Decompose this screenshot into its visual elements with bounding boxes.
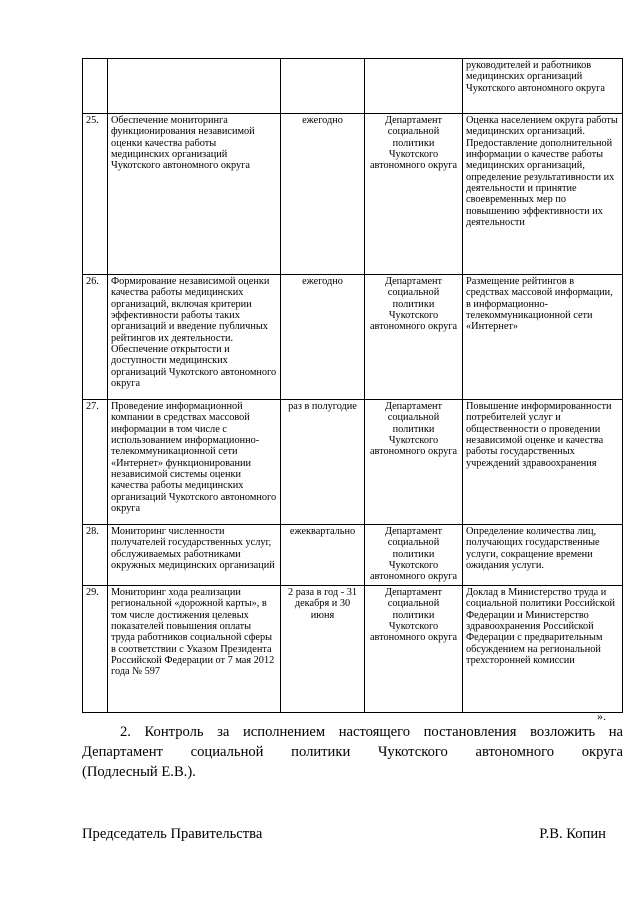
result-cell: Определение количества лиц, получающих государственные услуги, сокращение времени ожидания услуги. xyxy=(463,525,623,586)
term-cell: ежегодно xyxy=(281,114,365,275)
result-cell: Оценка населением округа работы медицинских организаций. Предоставление дополнительной информации о качестве работы медицинских организаций, определение результативности их деятельности и принятие своевременных мер по повышению эффективности их деятельности xyxy=(463,114,623,275)
action-cell: Обеспечение мониторинга функционирования независимой оценки качества работы медицинских организаций Чукотского автономного округа xyxy=(108,114,281,275)
result-cell: Размещение рейтингов в средствах массовой информации, в информационно-телекоммуникационной сети «Интернет» xyxy=(463,275,623,400)
action-cell: Мониторинг численности получателей государственных услуг, обслуживаемых работниками окружных медицинских организаций xyxy=(108,525,281,586)
row-number: 29. xyxy=(83,586,108,713)
row-number: 25. xyxy=(83,114,108,275)
row-number: 26. xyxy=(83,275,108,400)
action-plan-table xyxy=(82,58,623,713)
executor-cell: Департамент социальной политики Чукотского автономного округа xyxy=(365,525,463,586)
action-cell: Мониторинг хода реализации региональной «дорожной карты», в том числе достижения целевых показателей повышения оплаты труда работников социальной сферы в соответствии с Указом Президента Российской Федерации от 7 мая 2012 года № 597 xyxy=(108,586,281,713)
executor-cell: Департамент социальной политики Чукотского автономного округа xyxy=(365,114,463,275)
table-row xyxy=(83,59,623,114)
table-row xyxy=(83,525,623,586)
result-cell: руководителей и работников медицинских организаций Чукотского автономного округа xyxy=(463,59,623,114)
term-cell xyxy=(281,59,365,114)
signatory-position: Председатель Правительства xyxy=(82,826,263,842)
executor-cell: Департамент социальной политики Чукотского автономного округа xyxy=(365,275,463,400)
term-cell: ежеквартально xyxy=(281,525,365,586)
action-plan-table-body xyxy=(83,59,623,713)
paragraph-line-1: 2. Контроль за исполнением настоящего постановления возложить на xyxy=(120,724,623,740)
action-cell: Проведение информационной компании в средствах массовой информации в том числе с использованием информационно-телекоммуникационной сети «Интернет» функционировании независимой системы оценки качества работы медицинских организаций Чукотского автономного округа xyxy=(108,400,281,525)
table-row xyxy=(83,586,623,713)
table-row xyxy=(83,275,623,400)
executor-cell: Департамент социальной политики Чукотского автономного округа xyxy=(365,400,463,525)
paragraph-line-2: Департамент социальной политики Чукотского автономного округа xyxy=(82,744,623,760)
row-number: 27. xyxy=(83,400,108,525)
table-row xyxy=(83,400,623,525)
executor-cell: Департамент социальной политики Чукотского автономного округа xyxy=(365,586,463,713)
table-row xyxy=(83,114,623,275)
row-number xyxy=(83,59,108,114)
signatory-name: Р.В. Копин xyxy=(539,826,606,842)
closing-quote: ». xyxy=(597,709,606,723)
result-cell: Повышение информированности потребителей услуг и общественности о проведении независимой оценке и качества работы государственных учреждений здравоохранения xyxy=(463,400,623,525)
row-number: 28. xyxy=(83,525,108,586)
term-cell: ежегодно xyxy=(281,275,365,400)
result-cell: Доклад в Министерство труда и социальной политики Российской Федерации и Министерство здравоохранения Российской Федерации с предварительным обсуждением на региональной трехсторонней комиссии xyxy=(463,586,623,713)
action-cell xyxy=(108,59,281,114)
action-cell: Формирование независимой оценки качества работы медицинских организаций, включая критерии эффективности работы таких организаций и введение публичных рейтингов их деятельности. Обеспечение открытости и доступности медицинских организаций Чукотского автономного округа xyxy=(108,275,281,400)
term-cell: 2 раза в год - 31 декабря и 30 июня xyxy=(281,586,365,713)
paragraph-line-3: (Подлесный Е.В.). xyxy=(82,764,196,780)
executor-cell xyxy=(365,59,463,114)
term-cell: раз в полугодие xyxy=(281,400,365,525)
